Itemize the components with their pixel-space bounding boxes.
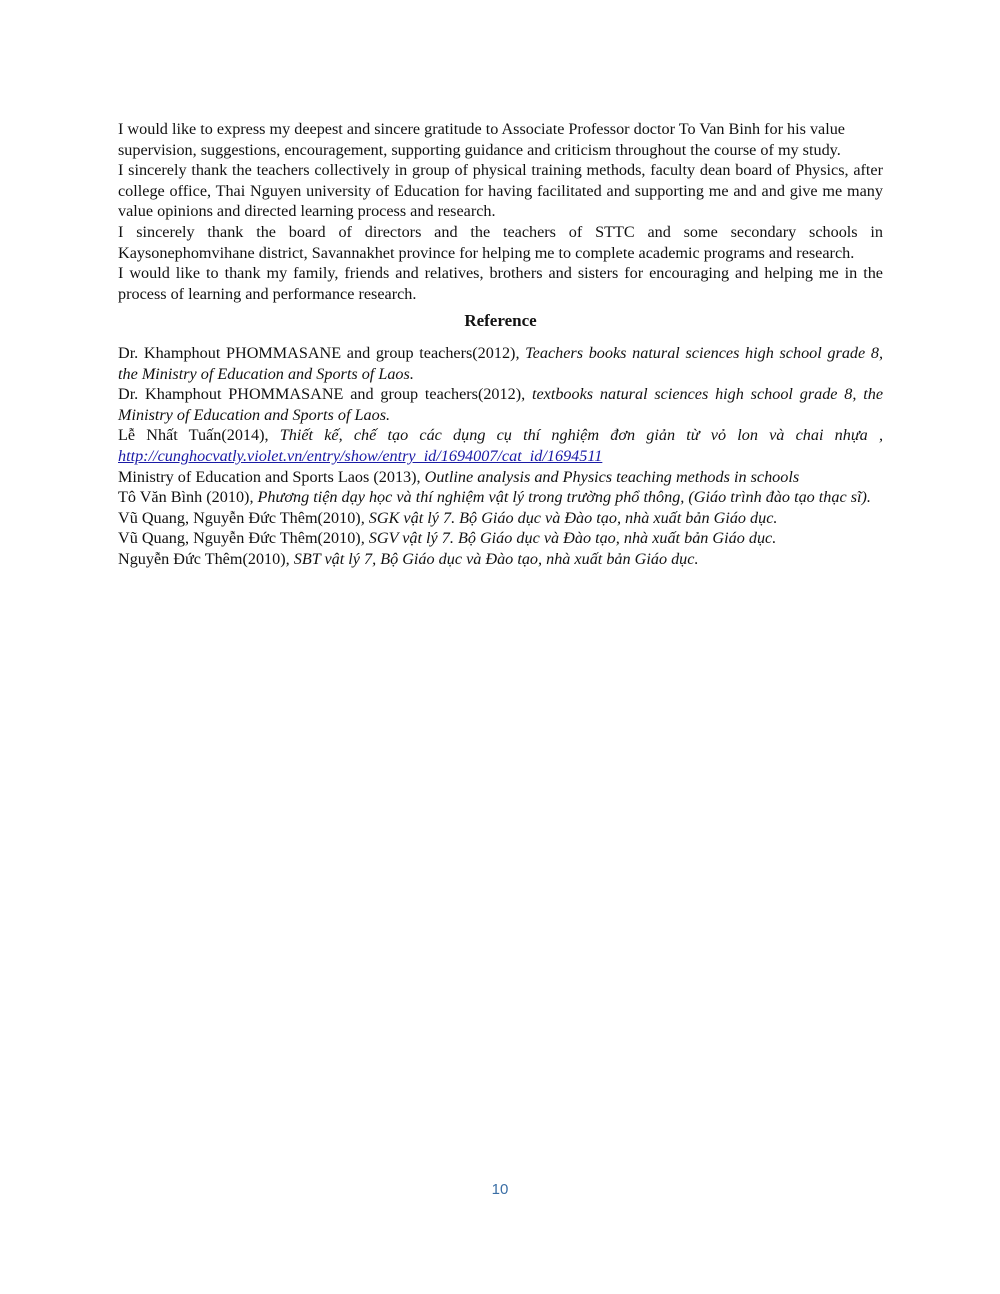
reference-item-6 bbox=[118, 508, 883, 529]
reference-title: Teachers books natural sciences high school grade 8, the Ministry of Education and Sports of Laos. bbox=[118, 343, 884, 383]
document-page bbox=[118, 119, 883, 569]
reference-separator: , bbox=[264, 426, 280, 445]
reference-author: Lễ Nhất Tuấn(2014) bbox=[118, 426, 265, 445]
reference-author: Tô Văn Bình (2010) bbox=[118, 488, 250, 507]
acknowledgement-paragraph-1: I would like to express my deepest and sincere gratitude to Associate Professor doctor To Van Binh for his value supervision, suggestions, encouragement, supporting guidance and criticism throughout the course of my study. bbox=[118, 120, 845, 159]
acknowledgement-paragraph-2: I sincerely thank the teachers collectively in group of physical training methods, faculty dean board of Physics, after college office, Thai Nguyen university of Education for having facilitated and supporting me and and give me many value opinions and directed learning process and research. bbox=[118, 161, 883, 221]
reference-author: Nguyễn Đức Thêm(2010) bbox=[118, 549, 286, 568]
reference-author: Ministry of Education and Sports Laos (2013) bbox=[118, 467, 417, 486]
reference-item-8 bbox=[118, 549, 883, 570]
page-number: 10 bbox=[491, 1181, 509, 1198]
reference-author: Vũ Quang, Nguyễn Đức Thêm(2010) bbox=[118, 529, 361, 548]
reference-title: Phương tiện dạy học và thí nghiệm vật lý trong trường phổ thông, (Giáo trình đào tạo thạc sĩ). bbox=[257, 488, 871, 507]
reference-item-3 bbox=[118, 425, 883, 466]
reference-author: Vũ Quang, Nguyễn Đức Thêm(2010) bbox=[118, 508, 361, 527]
reference-item-4 bbox=[118, 467, 883, 488]
reference-title: textbooks natural sciences high school grade 8, the Ministry of Education and Sports of Laos. bbox=[118, 385, 884, 424]
reference-separator: , bbox=[360, 508, 369, 527]
reference-item-1 bbox=[118, 343, 883, 384]
acknowledgement-paragraph-3: I sincerely thank the board of directors and the teachers of STTC and some secondary schools in Kaysonephomvihane district, Savannakhet province for helping me to complete academic programs and research. bbox=[118, 222, 883, 262]
reference-item-5 bbox=[118, 487, 883, 508]
reference-title: SBT vật lý 7, Bộ Giáo dục và Đào tạo, nhà xuất bản Giáo dục. bbox=[293, 549, 699, 568]
reference-separator: , bbox=[521, 385, 532, 404]
reference-link[interactable]: http://cunghocvatly.violet.vn/entry/show/entry_id/1694007/cat_id/1694511 bbox=[118, 446, 603, 465]
reference-separator: , bbox=[249, 488, 258, 507]
reference-author: Dr. Khamphout PHOMMASANE and group teachers(2012) bbox=[118, 343, 516, 362]
reference-title: SGV vật lý 7. Bộ Giáo dục và Đào tạo, nhà xuất bản Giáo dục. bbox=[368, 529, 777, 548]
reference-separator: , bbox=[515, 343, 526, 362]
reference-separator: , bbox=[285, 549, 294, 568]
reference-item-7 bbox=[118, 528, 883, 549]
reference-separator: , bbox=[360, 529, 369, 548]
reference-author: Dr. Khamphout PHOMMASANE and group teachers(2012) bbox=[118, 385, 522, 404]
acknowledgement-paragraph-4: I would like to thank my family, friends and relatives, brothers and sisters for encouraging and helping me in the process of learning and performance research. bbox=[118, 264, 883, 303]
reference-item-2 bbox=[118, 384, 883, 425]
reference-heading: Reference bbox=[464, 311, 537, 331]
reference-title: Thiết kế, chế tạo các dụng cụ thí nghiệm đơn giản từ vỏ lon và chai nhựa , bbox=[279, 426, 884, 445]
reference-list bbox=[118, 343, 883, 570]
reference-title: SGK vật lý 7. Bộ Giáo dục và Đào tạo, nhà xuất bản Giáo dục. bbox=[368, 508, 778, 527]
reference-title: Outline analysis and Physics teaching methods in schools bbox=[424, 467, 800, 486]
reference-separator: , bbox=[416, 467, 425, 486]
